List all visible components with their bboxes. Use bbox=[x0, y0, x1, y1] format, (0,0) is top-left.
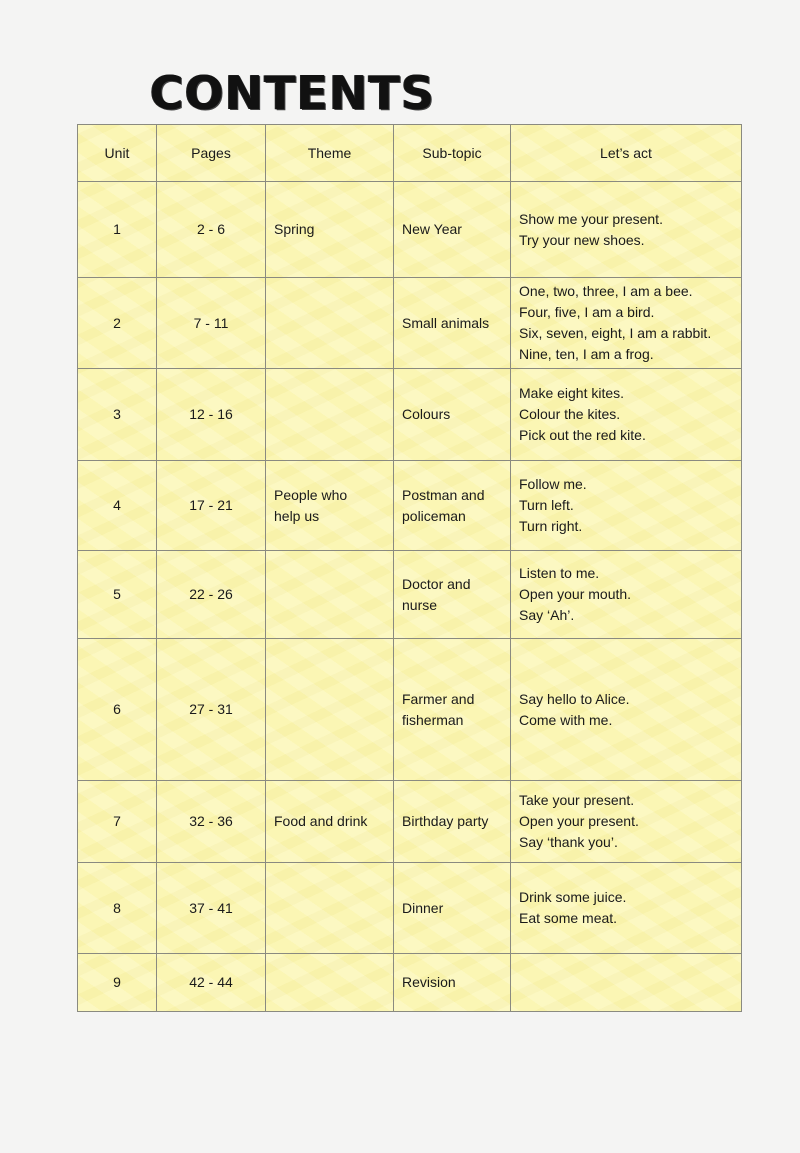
subtopic-cell-line: nurse bbox=[402, 596, 438, 613]
pages-cell: 42 - 44 bbox=[157, 954, 266, 1012]
subtopic-cell-line: Doctor and bbox=[402, 575, 471, 592]
lets-act-cell-line: Try your new shoes. bbox=[519, 231, 645, 248]
lets-act-cell-line: Turn left. bbox=[519, 497, 574, 513]
pages-cell: 2 - 6 bbox=[157, 182, 266, 278]
unit-cell: 1 bbox=[78, 182, 157, 278]
unit-cell: 2 bbox=[78, 278, 157, 369]
theme-cell bbox=[266, 551, 394, 639]
subtopic-cell-line: fisherman bbox=[402, 711, 464, 728]
subtopic-cell-line: policeman bbox=[402, 507, 466, 524]
pages-cell: 37 - 41 bbox=[157, 863, 266, 954]
contents-table-body bbox=[78, 182, 742, 1012]
header-lets-act: Let’s act bbox=[511, 125, 742, 182]
subtopic-cell: Dinner bbox=[394, 863, 511, 954]
contents-table bbox=[77, 124, 742, 1012]
table-row bbox=[78, 639, 742, 781]
lets-act-cell bbox=[511, 369, 742, 461]
table-row bbox=[78, 551, 742, 639]
lets-act-cell-line: Open your present. bbox=[519, 813, 639, 829]
lets-act-cell-line: Nine, ten, I am a frog. bbox=[519, 346, 654, 362]
unit-cell: 8 bbox=[78, 863, 157, 954]
header-pages: Pages bbox=[157, 125, 266, 182]
lets-act-cell bbox=[511, 551, 742, 639]
theme-cell-line: People who bbox=[274, 486, 348, 503]
subtopic-cell: Small animals bbox=[394, 278, 511, 369]
lets-act-cell bbox=[511, 954, 742, 1012]
pages-cell: 27 - 31 bbox=[157, 639, 266, 781]
lets-act-cell-line: Say ‘thank you’. bbox=[519, 834, 618, 850]
lets-act-cell-line: Colour the kites. bbox=[519, 406, 621, 422]
theme-cell bbox=[266, 639, 394, 781]
pages-cell: 7 - 11 bbox=[157, 278, 266, 369]
theme-cell-line: help us bbox=[274, 507, 320, 524]
subtopic-cell-line: Farmer and bbox=[402, 690, 475, 707]
lets-act-cell bbox=[511, 278, 742, 369]
subtopic-cell: New Year bbox=[394, 182, 511, 278]
header-row bbox=[78, 125, 742, 182]
lets-act-cell-line: Open your mouth. bbox=[519, 586, 632, 602]
theme-cell: Food and drink bbox=[266, 781, 394, 863]
theme-cell bbox=[266, 461, 394, 551]
subtopic-cell: Colours bbox=[394, 369, 511, 461]
lets-act-cell bbox=[511, 639, 742, 781]
page-title: CONTENTS bbox=[150, 66, 436, 120]
subtopic-cell bbox=[394, 551, 511, 639]
theme-cell bbox=[266, 278, 394, 369]
table-row bbox=[78, 182, 742, 278]
lets-act-cell-line: Drink some juice. bbox=[519, 889, 627, 905]
lets-act-cell-line: Take your present. bbox=[519, 792, 635, 808]
theme-cell bbox=[266, 369, 394, 461]
lets-act-cell bbox=[511, 461, 742, 551]
lets-act-cell-line: Four, five, I am a bird. bbox=[519, 304, 655, 320]
lets-act-cell bbox=[511, 182, 742, 278]
header-unit: Unit bbox=[78, 125, 157, 182]
lets-act-cell-line: Turn right. bbox=[519, 518, 583, 534]
lets-act-cell-line: Say hello to Alice. bbox=[519, 690, 630, 707]
lets-act-cell-line: One, two, three, I am a bee. bbox=[519, 283, 693, 299]
lets-act-cell-line: Pick out the red kite. bbox=[519, 427, 646, 443]
lets-act-cell-line: Make eight kites. bbox=[519, 385, 625, 401]
lets-act-cell-line: Say ‘Ah’. bbox=[519, 607, 575, 623]
table-row bbox=[78, 863, 742, 954]
lets-act-cell-line: Listen to me. bbox=[519, 565, 600, 581]
table-row bbox=[78, 278, 742, 369]
subtopic-cell bbox=[394, 461, 511, 551]
unit-cell: 9 bbox=[78, 954, 157, 1012]
lets-act-cell-line: Six, seven, eight, I am a rabbit. bbox=[519, 325, 712, 341]
lets-act-cell-line: Follow me. bbox=[519, 476, 587, 492]
header-subtopic: Sub-topic bbox=[394, 125, 511, 182]
table-row bbox=[78, 781, 742, 863]
header-theme: Theme bbox=[266, 125, 394, 182]
pages-cell: 17 - 21 bbox=[157, 461, 266, 551]
theme-cell bbox=[266, 863, 394, 954]
theme-cell: Spring bbox=[266, 182, 394, 278]
subtopic-cell bbox=[394, 639, 511, 781]
unit-cell: 5 bbox=[78, 551, 157, 639]
table-row bbox=[78, 954, 742, 1012]
subtopic-cell: Birthday party bbox=[394, 781, 511, 863]
lets-act-cell bbox=[511, 863, 742, 954]
pages-cell: 32 - 36 bbox=[157, 781, 266, 863]
pages-cell: 12 - 16 bbox=[157, 369, 266, 461]
theme-cell bbox=[266, 954, 394, 1012]
lets-act-cell-line: Show me your present. bbox=[519, 210, 663, 227]
pages-cell: 22 - 26 bbox=[157, 551, 266, 639]
table-row bbox=[78, 369, 742, 461]
subtopic-cell-line: Postman and bbox=[402, 486, 485, 503]
unit-cell: 3 bbox=[78, 369, 157, 461]
lets-act-cell-line: Eat some meat. bbox=[519, 910, 618, 926]
unit-cell: 4 bbox=[78, 461, 157, 551]
table-row bbox=[78, 461, 742, 551]
unit-cell: 7 bbox=[78, 781, 157, 863]
lets-act-cell bbox=[511, 781, 742, 863]
subtopic-cell: Revision bbox=[394, 954, 511, 1012]
lets-act-cell-line: Come with me. bbox=[519, 711, 613, 728]
unit-cell: 6 bbox=[78, 639, 157, 781]
